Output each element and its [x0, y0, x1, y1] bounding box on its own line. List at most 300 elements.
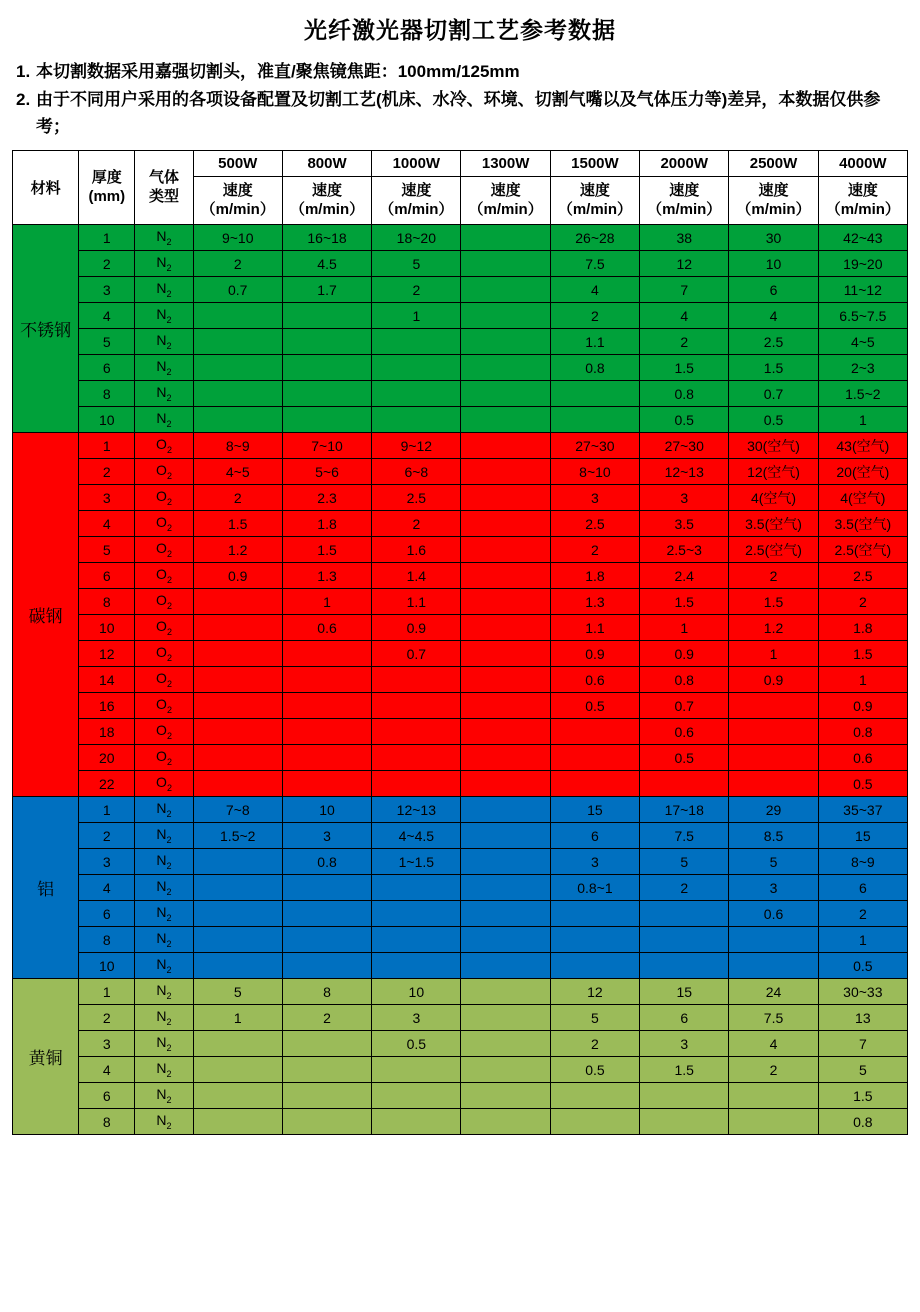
speed-unit: （m/min） — [647, 200, 722, 218]
speed-cell-500w: 0.9 — [193, 563, 282, 589]
speed-cell-800w: 1.7 — [282, 277, 371, 303]
speed-cell-800w: 7~10 — [282, 433, 371, 459]
speed-cell-1300w — [461, 537, 550, 563]
header-thickness — [79, 151, 135, 225]
material-cell: 不锈钢 — [13, 225, 79, 433]
material-cell: 黄铜 — [13, 979, 79, 1135]
speed-cell-2500w: 0.6 — [729, 901, 818, 927]
speed-cell-4000w: 0.5 — [818, 771, 907, 797]
speed-cell-2000w: 12~13 — [640, 459, 729, 485]
gas-cell: $O_2$ — [135, 615, 193, 641]
speed-cell-800w: 1.8 — [282, 511, 371, 537]
thickness-cell: 14 — [79, 667, 135, 693]
material-cell: 碳钢 — [13, 433, 79, 797]
speed-cell-2000w: 5 — [640, 849, 729, 875]
speed-cell-1000w — [372, 1057, 461, 1083]
gas-cell: $N_2$ — [135, 953, 193, 979]
gas-cell: $N_2$ — [135, 823, 193, 849]
thickness-cell: 1 — [79, 433, 135, 459]
speed-cell-800w — [282, 667, 371, 693]
speed-cell-1000w — [372, 719, 461, 745]
thickness-cell: 8 — [79, 589, 135, 615]
speed-cell-1000w: 1 — [372, 303, 461, 329]
speed-cell-800w: 1 — [282, 589, 371, 615]
thickness-cell: 22 — [79, 771, 135, 797]
speed-cell-1300w — [461, 1005, 550, 1031]
speed-cell-500w — [193, 927, 282, 953]
speed-cell-2000w: 15 — [640, 979, 729, 1005]
speed-cell-500w — [193, 1083, 282, 1109]
speed-cell-4000w: 0.6 — [818, 745, 907, 771]
thickness-cell: 6 — [79, 1083, 135, 1109]
header-power-500w: 500W — [193, 151, 282, 177]
gas-cell: $N_2$ — [135, 381, 193, 407]
speed-cell-500w: 0.7 — [193, 277, 282, 303]
speed-cell-1500w — [550, 381, 639, 407]
speed-cell-4000w: 4(空气) — [818, 485, 907, 511]
speed-unit: （m/min） — [289, 200, 365, 218]
table-row — [13, 225, 908, 251]
speed-label: 速度 — [669, 181, 700, 199]
speed-cell-4000w: 1.8 — [818, 615, 907, 641]
speed-cell-4000w: 35~37 — [818, 797, 907, 823]
table-row — [13, 381, 908, 407]
speed-cell-500w — [193, 381, 282, 407]
table-row — [13, 511, 908, 537]
speed-cell-500w: 4~5 — [193, 459, 282, 485]
speed-cell-800w — [282, 303, 371, 329]
speed-cell-800w: 1.3 — [282, 563, 371, 589]
speed-cell-1300w — [461, 745, 550, 771]
header-speed-800w — [282, 177, 371, 225]
speed-cell-500w: 2 — [193, 485, 282, 511]
speed-cell-4000w: 0.8 — [818, 1109, 907, 1135]
header-power-4000w: 4000W — [818, 151, 907, 177]
speed-cell-2500w: 3 — [729, 875, 818, 901]
speed-cell-2000w: 4 — [640, 303, 729, 329]
gas-cell: $O_2$ — [135, 459, 193, 485]
gas-cell: $N_2$ — [135, 1057, 193, 1083]
speed-cell-1500w — [550, 1083, 639, 1109]
speed-cell-2000w: 7.5 — [640, 823, 729, 849]
speed-cell-800w — [282, 641, 371, 667]
table-row — [13, 719, 908, 745]
speed-cell-500w: 9~10 — [193, 225, 282, 251]
speed-cell-4000w: 20(空气) — [818, 459, 907, 485]
note-number: 1. — [16, 62, 31, 81]
thickness-cell: 5 — [79, 537, 135, 563]
header-thickness-line1: 厚度 — [91, 168, 122, 186]
speed-cell-800w — [282, 953, 371, 979]
speed-cell-800w: 2 — [282, 1005, 371, 1031]
speed-cell-500w — [193, 1057, 282, 1083]
speed-cell-2000w — [640, 1109, 729, 1135]
gas-cell: $O_2$ — [135, 537, 193, 563]
table-row — [13, 1057, 908, 1083]
speed-cell-4000w: 30~33 — [818, 979, 907, 1005]
speed-cell-1500w: 1.8 — [550, 563, 639, 589]
gas-cell: $O_2$ — [135, 745, 193, 771]
speed-cell-800w — [282, 927, 371, 953]
thickness-cell: 6 — [79, 563, 135, 589]
speed-cell-800w: 10 — [282, 797, 371, 823]
speed-cell-1300w — [461, 511, 550, 537]
speed-cell-2500w — [729, 745, 818, 771]
note-number: 2. — [16, 90, 31, 110]
note-text: 由于不同用户采用的各项设备配置及切割工艺(机床、水冷、环境、切割气嘴以及气体压力等)差异，本数据仅供参考； — [36, 90, 881, 136]
speed-cell-1300w — [461, 953, 550, 979]
table-row — [13, 1109, 908, 1135]
thickness-cell: 16 — [79, 693, 135, 719]
speed-cell-800w — [282, 693, 371, 719]
speed-cell-4000w: 4~5 — [818, 329, 907, 355]
speed-label: 速度 — [312, 181, 343, 199]
speed-cell-1000w — [372, 407, 461, 433]
speed-cell-1300w — [461, 329, 550, 355]
speed-cell-1500w: 1.3 — [550, 589, 639, 615]
speed-cell-500w — [193, 849, 282, 875]
speed-cell-4000w: 42~43 — [818, 225, 907, 251]
speed-cell-1000w: 0.9 — [372, 615, 461, 641]
speed-cell-800w — [282, 329, 371, 355]
speed-cell-1000w — [372, 329, 461, 355]
speed-cell-500w — [193, 875, 282, 901]
speed-cell-4000w: 8~9 — [818, 849, 907, 875]
thickness-cell: 2 — [79, 823, 135, 849]
speed-cell-2000w: 3.5 — [640, 511, 729, 537]
speed-cell-1500w: 3 — [550, 849, 639, 875]
speed-cell-4000w: 0.5 — [818, 953, 907, 979]
cutting-parameters-table — [12, 150, 908, 1135]
speed-cell-1500w: 27~30 — [550, 433, 639, 459]
speed-cell-2000w: 3 — [640, 1031, 729, 1057]
speed-cell-1500w — [550, 901, 639, 927]
speed-cell-500w: 5 — [193, 979, 282, 1005]
speed-cell-1500w: 0.9 — [550, 641, 639, 667]
speed-cell-2500w: 1.5 — [729, 589, 818, 615]
table-row — [13, 355, 908, 381]
speed-unit: （m/min） — [736, 200, 811, 218]
speed-label: 速度 — [847, 181, 878, 199]
speed-cell-1300w — [461, 719, 550, 745]
speed-cell-500w — [193, 953, 282, 979]
gas-cell: $N_2$ — [135, 225, 193, 251]
gas-cell: $O_2$ — [135, 433, 193, 459]
header-gas-type — [135, 151, 193, 225]
speed-cell-4000w: 0.8 — [818, 719, 907, 745]
speed-cell-2500w: 0.9 — [729, 667, 818, 693]
speed-cell-4000w: 1.5 — [818, 641, 907, 667]
table-row — [13, 433, 908, 459]
speed-cell-2500w: 2.5 — [729, 329, 818, 355]
header-gas-line2: 类型 — [148, 187, 179, 205]
speed-cell-1500w: 2 — [550, 1031, 639, 1057]
speed-cell-2500w: 4 — [729, 303, 818, 329]
speed-cell-2500w: 6 — [729, 277, 818, 303]
table-row — [13, 979, 908, 1005]
speed-label: 速度 — [758, 181, 789, 199]
table-row — [13, 251, 908, 277]
speed-cell-4000w: 2 — [818, 901, 907, 927]
speed-cell-1300w — [461, 641, 550, 667]
speed-cell-2000w: 0.5 — [640, 407, 729, 433]
notes-section — [16, 59, 908, 140]
thickness-cell: 1 — [79, 979, 135, 1005]
speed-cell-1000w: 1~1.5 — [372, 849, 461, 875]
speed-cell-1000w: 6~8 — [372, 459, 461, 485]
speed-cell-1000w: 0.5 — [372, 1031, 461, 1057]
speed-cell-500w — [193, 329, 282, 355]
speed-cell-1300w — [461, 667, 550, 693]
speed-cell-500w — [193, 693, 282, 719]
speed-label: 速度 — [490, 181, 521, 199]
speed-cell-2500w: 1.5 — [729, 355, 818, 381]
speed-cell-4000w: 1 — [818, 927, 907, 953]
thickness-cell: 4 — [79, 875, 135, 901]
speed-cell-1000w — [372, 875, 461, 901]
speed-cell-2000w: 27~30 — [640, 433, 729, 459]
table-row — [13, 407, 908, 433]
gas-cell: $N_2$ — [135, 303, 193, 329]
speed-cell-500w — [193, 407, 282, 433]
gas-cell: $N_2$ — [135, 797, 193, 823]
speed-cell-800w — [282, 355, 371, 381]
speed-cell-4000w: 2.5(空气) — [818, 537, 907, 563]
table-row — [13, 641, 908, 667]
speed-cell-4000w: 11~12 — [818, 277, 907, 303]
speed-cell-2500w — [729, 693, 818, 719]
table-row — [13, 459, 908, 485]
speed-cell-800w: 8 — [282, 979, 371, 1005]
speed-cell-2500w — [729, 953, 818, 979]
speed-cell-500w: 1.5 — [193, 511, 282, 537]
header-power-1000w: 1000W — [372, 151, 461, 177]
speed-cell-800w — [282, 875, 371, 901]
speed-cell-1000w: 0.7 — [372, 641, 461, 667]
gas-cell: $O_2$ — [135, 641, 193, 667]
speed-cell-1000w — [372, 1083, 461, 1109]
table-row — [13, 953, 908, 979]
speed-cell-1300w — [461, 823, 550, 849]
speed-cell-500w — [193, 1109, 282, 1135]
gas-cell: $N_2$ — [135, 251, 193, 277]
speed-cell-800w — [282, 901, 371, 927]
speed-cell-4000w: 1.5~2 — [818, 381, 907, 407]
speed-cell-4000w: 19~20 — [818, 251, 907, 277]
speed-cell-4000w: 0.9 — [818, 693, 907, 719]
speed-cell-800w: 0.8 — [282, 849, 371, 875]
table-row — [13, 1031, 908, 1057]
speed-cell-2500w — [729, 927, 818, 953]
speed-unit: （m/min） — [557, 200, 633, 218]
speed-cell-800w: 4.5 — [282, 251, 371, 277]
speed-cell-1300w — [461, 563, 550, 589]
gas-cell: $O_2$ — [135, 667, 193, 693]
speed-cell-2500w — [729, 719, 818, 745]
speed-cell-2500w: 4(空气) — [729, 485, 818, 511]
speed-cell-500w — [193, 303, 282, 329]
header-speed-1000w — [372, 177, 461, 225]
speed-cell-1300w — [461, 433, 550, 459]
header-speed-4000w — [818, 177, 907, 225]
speed-cell-800w — [282, 1083, 371, 1109]
speed-cell-500w: 8~9 — [193, 433, 282, 459]
speed-cell-2000w — [640, 927, 729, 953]
gas-cell: $N_2$ — [135, 1083, 193, 1109]
speed-cell-4000w: 7 — [818, 1031, 907, 1057]
gas-cell: $O_2$ — [135, 511, 193, 537]
speed-cell-1500w: 0.8~1 — [550, 875, 639, 901]
table-row — [13, 485, 908, 511]
gas-cell: $N_2$ — [135, 355, 193, 381]
gas-cell: $N_2$ — [135, 1031, 193, 1057]
speed-cell-2500w: 2 — [729, 1057, 818, 1083]
speed-cell-2000w: 17~18 — [640, 797, 729, 823]
speed-cell-1300w — [461, 277, 550, 303]
speed-cell-1000w: 2 — [372, 277, 461, 303]
speed-cell-2000w: 3 — [640, 485, 729, 511]
speed-cell-1500w: 7.5 — [550, 251, 639, 277]
gas-cell: $N_2$ — [135, 1109, 193, 1135]
speed-cell-500w — [193, 771, 282, 797]
speed-cell-2000w: 1.5 — [640, 355, 729, 381]
speed-cell-2000w: 38 — [640, 225, 729, 251]
speed-cell-800w: 1.5 — [282, 537, 371, 563]
speed-cell-2500w — [729, 771, 818, 797]
speed-cell-1300w — [461, 589, 550, 615]
speed-cell-4000w: 3.5(空气) — [818, 511, 907, 537]
table-row — [13, 329, 908, 355]
speed-cell-2500w: 24 — [729, 979, 818, 1005]
header-speed-500w — [193, 177, 282, 225]
thickness-cell: 12 — [79, 641, 135, 667]
header-thickness-line2: (mm) — [88, 187, 126, 205]
speed-label: 速度 — [401, 181, 432, 199]
speed-cell-2000w: 1.5 — [640, 589, 729, 615]
speed-cell-1300w — [461, 1057, 550, 1083]
speed-unit: （m/min） — [825, 200, 900, 218]
header-gas-line1: 气体 — [148, 168, 179, 186]
header-power-1500w: 1500W — [550, 151, 639, 177]
speed-cell-2500w: 4 — [729, 1031, 818, 1057]
table-row — [13, 927, 908, 953]
speed-cell-1000w: 9~12 — [372, 433, 461, 459]
speed-cell-1300w — [461, 875, 550, 901]
table-row — [13, 1005, 908, 1031]
thickness-cell: 4 — [79, 303, 135, 329]
thickness-cell: 4 — [79, 511, 135, 537]
speed-cell-1500w — [550, 745, 639, 771]
speed-cell-1500w: 12 — [550, 979, 639, 1005]
thickness-cell: 3 — [79, 849, 135, 875]
speed-cell-1000w: 3 — [372, 1005, 461, 1031]
thickness-cell: 3 — [79, 277, 135, 303]
table-row — [13, 901, 908, 927]
header-speed-1500w — [550, 177, 639, 225]
speed-cell-500w — [193, 901, 282, 927]
header-power-2000w: 2000W — [640, 151, 729, 177]
thickness-cell: 2 — [79, 459, 135, 485]
gas-cell: $N_2$ — [135, 901, 193, 927]
table-row — [13, 823, 908, 849]
speed-cell-2500w — [729, 1109, 818, 1135]
speed-cell-2000w: 0.8 — [640, 667, 729, 693]
speed-label: 速度 — [579, 181, 610, 199]
speed-cell-1000w — [372, 927, 461, 953]
speed-cell-500w: 7~8 — [193, 797, 282, 823]
speed-cell-500w — [193, 719, 282, 745]
material-cell: 铝 — [13, 797, 79, 979]
gas-cell: $N_2$ — [135, 927, 193, 953]
speed-cell-500w — [193, 1031, 282, 1057]
speed-cell-800w — [282, 1109, 371, 1135]
speed-cell-1300w — [461, 381, 550, 407]
speed-cell-2500w: 7.5 — [729, 1005, 818, 1031]
speed-cell-1000w: 2.5 — [372, 485, 461, 511]
speed-cell-1500w — [550, 771, 639, 797]
table-row — [13, 849, 908, 875]
speed-cell-800w — [282, 771, 371, 797]
thickness-cell: 5 — [79, 329, 135, 355]
speed-cell-500w — [193, 745, 282, 771]
speed-cell-1500w: 0.5 — [550, 693, 639, 719]
speed-cell-500w: 1.5~2 — [193, 823, 282, 849]
speed-cell-2500w: 30(空气) — [729, 433, 818, 459]
speed-cell-1500w: 4 — [550, 277, 639, 303]
table-row — [13, 615, 908, 641]
speed-cell-500w — [193, 589, 282, 615]
speed-cell-1300w — [461, 407, 550, 433]
speed-cell-1500w — [550, 953, 639, 979]
header-power-2500w: 2500W — [729, 151, 818, 177]
thickness-cell: 8 — [79, 381, 135, 407]
speed-cell-1300w — [461, 927, 550, 953]
speed-cell-1500w: 0.5 — [550, 1057, 639, 1083]
speed-cell-1500w: 2.5 — [550, 511, 639, 537]
header-speed-2500w — [729, 177, 818, 225]
speed-cell-2500w: 5 — [729, 849, 818, 875]
header-power-1300w: 1300W — [461, 151, 550, 177]
speed-unit: （m/min） — [200, 200, 275, 218]
speed-cell-1300w — [461, 485, 550, 511]
speed-cell-1300w — [461, 251, 550, 277]
speed-cell-1000w: 5 — [372, 251, 461, 277]
thickness-cell: 1 — [79, 225, 135, 251]
gas-cell: $O_2$ — [135, 589, 193, 615]
thickness-cell: 6 — [79, 355, 135, 381]
speed-cell-500w — [193, 641, 282, 667]
speed-cell-2500w: 30 — [729, 225, 818, 251]
thickness-cell: 10 — [79, 615, 135, 641]
speed-cell-1300w — [461, 1083, 550, 1109]
speed-cell-1000w — [372, 901, 461, 927]
speed-cell-1000w: 1.1 — [372, 589, 461, 615]
speed-cell-500w — [193, 667, 282, 693]
gas-cell: $N_2$ — [135, 979, 193, 1005]
speed-cell-1500w: 2 — [550, 537, 639, 563]
speed-cell-800w: 0.6 — [282, 615, 371, 641]
speed-cell-2000w: 0.8 — [640, 381, 729, 407]
speed-cell-2000w: 2 — [640, 875, 729, 901]
header-material: 材料 — [13, 151, 79, 225]
speed-cell-2000w — [640, 1083, 729, 1109]
speed-cell-4000w: 6.5~7.5 — [818, 303, 907, 329]
thickness-cell: 2 — [79, 251, 135, 277]
speed-cell-1000w — [372, 381, 461, 407]
speed-cell-1300w — [461, 849, 550, 875]
speed-cell-2500w: 2.5(空气) — [729, 537, 818, 563]
speed-cell-2000w: 0.6 — [640, 719, 729, 745]
